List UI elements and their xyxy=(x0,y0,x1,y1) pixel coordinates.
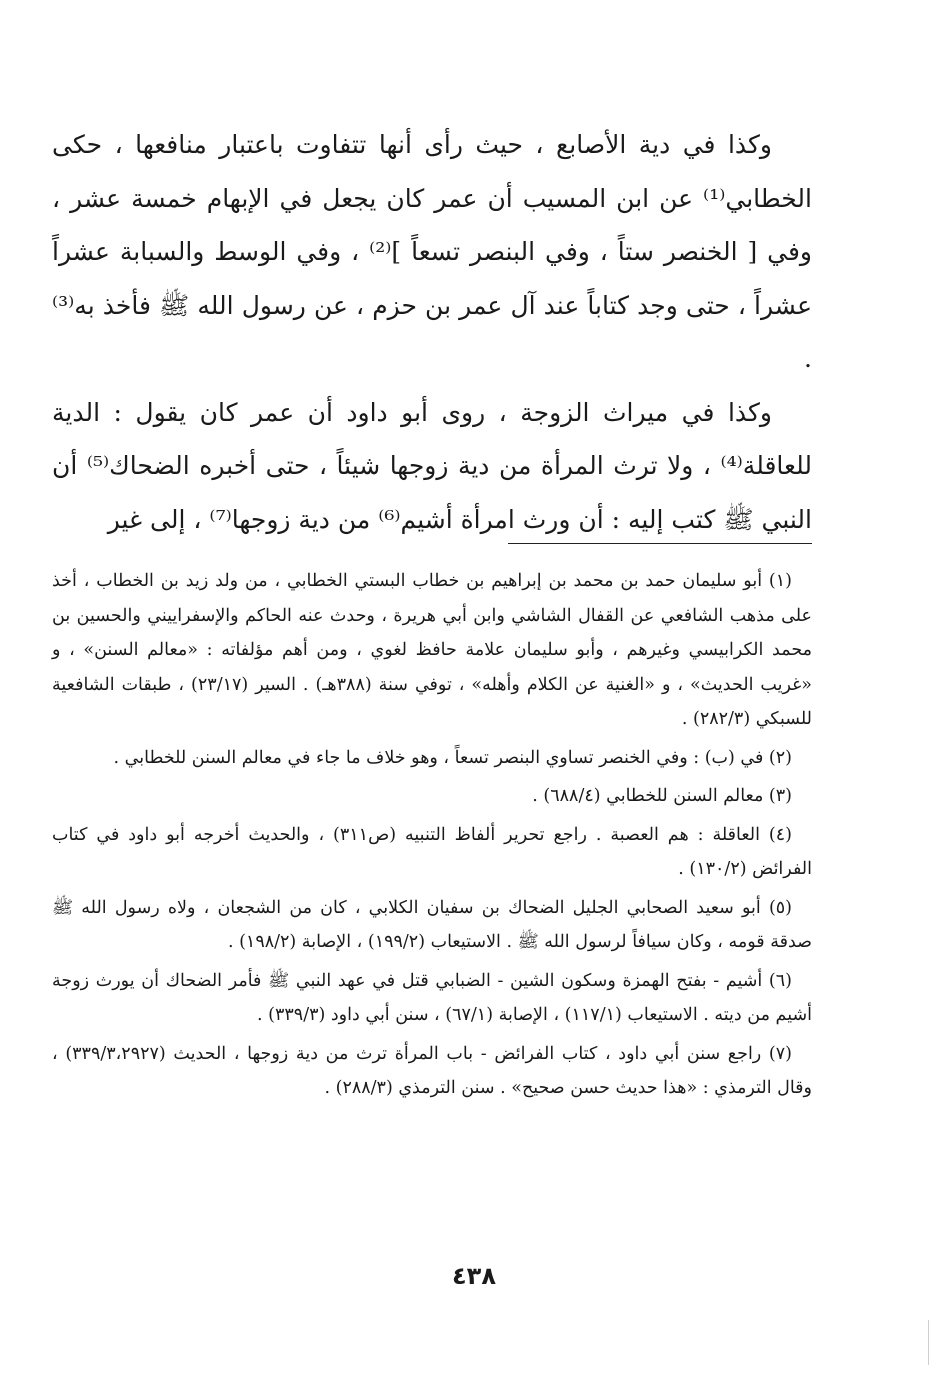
footnote-3: (٣) معالم السنن للخطابي (٦٨٨/٤) . xyxy=(532,786,792,806)
footnote-6: (٦) أشيم - بفتح الهمزة وسكون الشين - الضبابي قتل في عهد النبي ﷺ فأمر الضحاك أن يورث زوجة أشيم من ديته . الاستيعاب (١١٧/١) ، الإصابة (٦٧/١) ، سنن أبي داود (٣٣٩/٣) . xyxy=(52,970,812,1025)
main-paragraph: وكذا في دية الأصابع ، حيث رأى أنها تتفاوت باعتبار منافعها ، حكى الخطابي⁽¹⁾ عن ابن المسيب أن عمر كان يجعل في الإبهام خمسة عشر ، وفي [ الخنصر ستاً ، وفي البنصر تسعاً ]⁽²⁾ ، وفي الوسط والسبابة عشراً عشراً ، حتى وجد كتاباً عند آل عمر بن حزم ، عن رسول الله ﷺ فأخذ به⁽³⁾ . xyxy=(52,130,812,373)
scan-edge-line xyxy=(928,1320,929,1365)
main-text-block xyxy=(52,118,812,546)
footnote-7: (٧) راجع سنن أبي داود ، كتاب الفرائض - باب المرأة ترث من دية زوجها ، الحديث (٣٣٩/٣،٢٩٢٧) ، وقال الترمذي : «هذا حديث حسن صحيح» . سنن الترمذي (٢٨٨/٣) . xyxy=(52,1043,812,1098)
footnote-separator xyxy=(508,543,812,544)
footnotes-block xyxy=(52,564,812,1110)
footnote-1: (١) أبو سليمان حمد بن محمد بن إبراهيم بن خطاب البستي الخطابي ، من ولد زيد بن الخطاب ، أخذ على مذهب الشافعي عن القفال الشاشي وابن أبي هريرة ، وحدث عنه الحاكم والإسفراييني والحسين بن محمد الكرابيسي وغيرهم ، وأبو سليمان علامة حافظ لغوي ، ومن أهم مؤلفاته : «معالم السنن» ، و «غريب الحديث» ، و «الغنية عن الكلام وأهله» ، توفي سنة (٣٨٨هـ) . السير (٢٣/١٧) ، طبقات الشافعية للسبكي (٢٨٢/٣) . xyxy=(52,571,812,729)
footnote-2: (٢) في (ب) : وفي الخنصر تساوي البنصر تسعاً ، وهو خلاف ما جاء في معالم السنن للخطابي . xyxy=(113,747,792,768)
main-paragraph: وكذا في ميراث الزوجة ، روى أبو داود أن عمر كان يقول : الدية للعاقلة⁽⁴⁾ ، ولا ترث المرأة من دية زوجها شيئاً ، حتى أخبره الضحاك⁽⁵⁾ أن النبي ﷺ كتب إليه : أن ورث امرأة أشيم⁽⁶⁾ من دية زوجها⁽⁷⁾ ، إلى غير xyxy=(52,397,812,534)
footnote-4: (٤) العاقلة : هم العصبة . راجع تحرير ألفاظ التنبيه (ص٣١١) ، والحديث أخرجه أبو داود في كتاب الفرائض (١٣٠/٢) . xyxy=(52,824,812,879)
footnote-5: (٥) أبو سعيد الصحابي الجليل الضحاك بن سفيان الكلابي ، كان من الشجعان ، ولاه رسول الله ﷺ صدقة قومه ، وكان سيافاً لرسول الله ﷺ . الاستيعاب (١٩٩/٢) ، الإصابة (١٩٨/٢) . xyxy=(52,897,812,952)
page-number: ٤٣٨ xyxy=(452,1262,496,1290)
